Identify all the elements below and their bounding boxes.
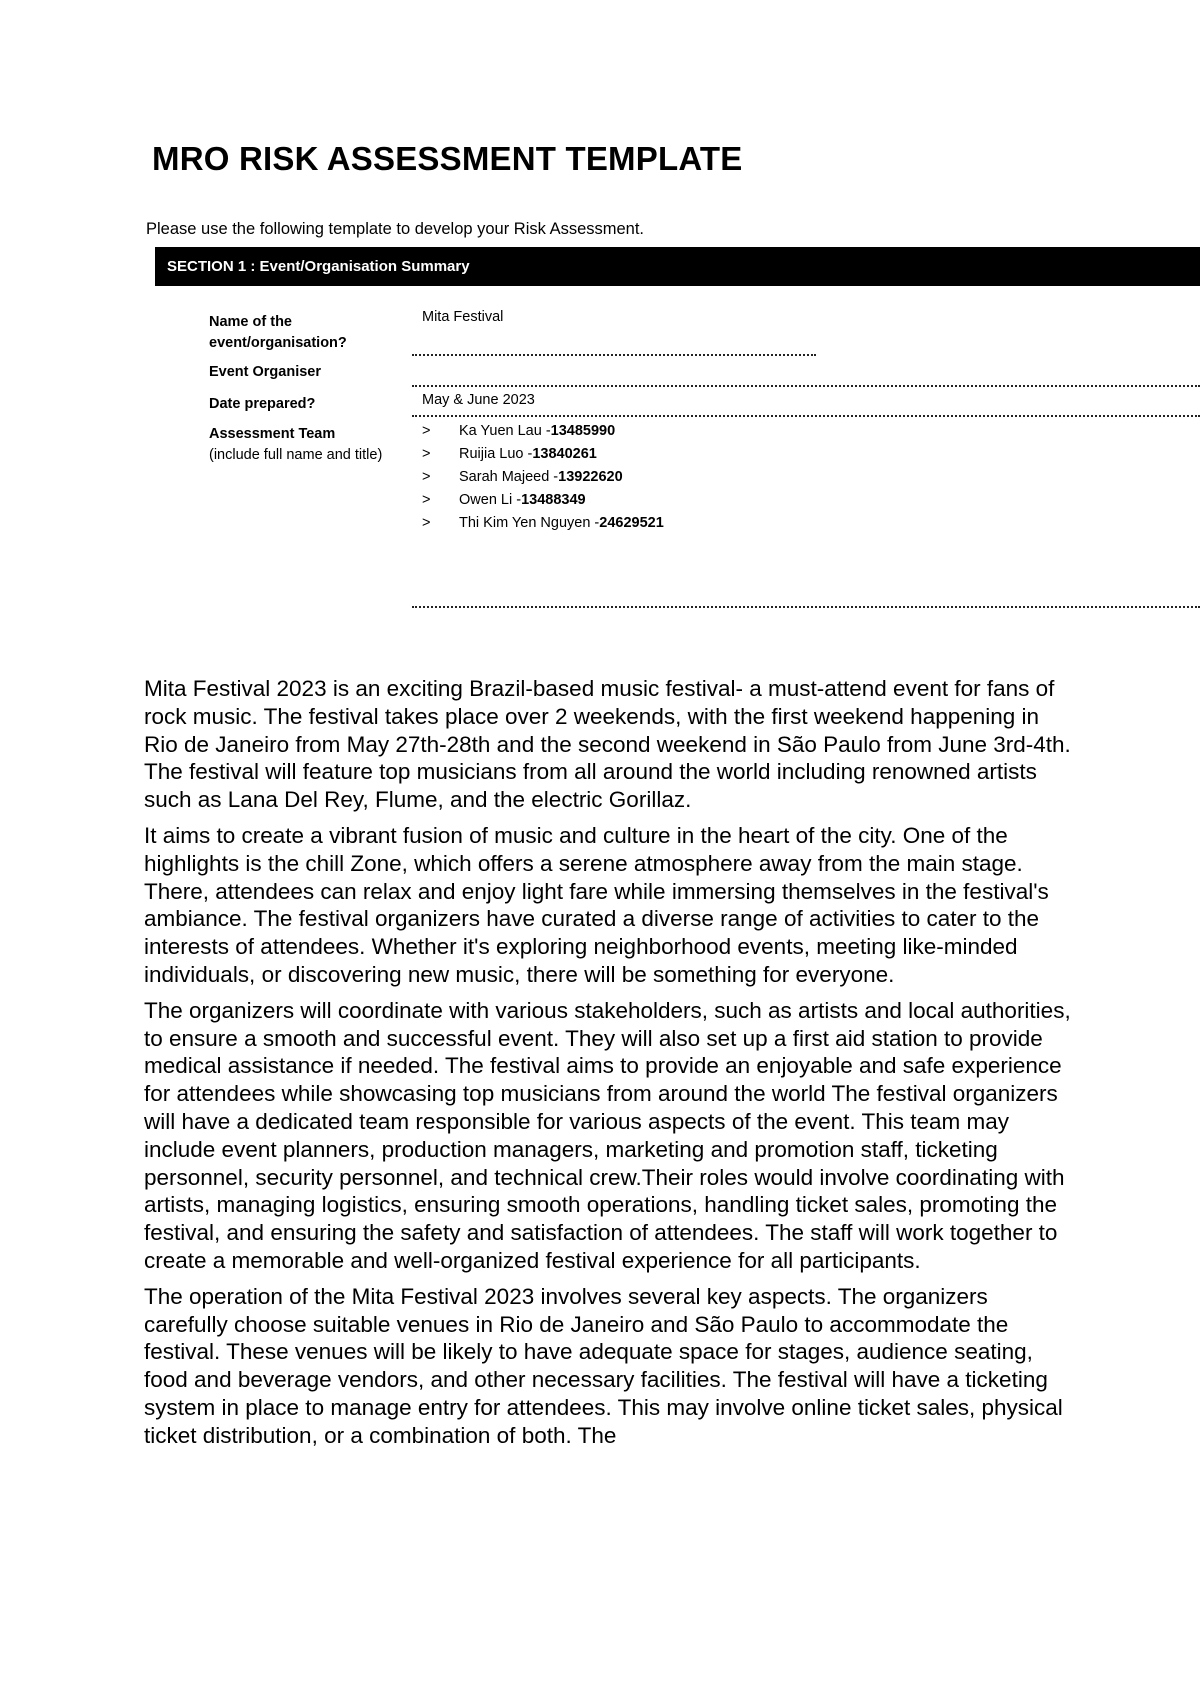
event-name-label-line1: Name of the bbox=[209, 314, 292, 330]
date-prepared-label: Date prepared? bbox=[209, 396, 316, 412]
assessment-team-underline bbox=[412, 606, 1200, 608]
description-paragraph: It aims to create a vibrant fusion of music and culture in the heart of the city. One of the highlights is the chill Zone, which offers a serene atmosphere away from the main stage. There, attendees can relax and enjoy light fare while immersing themselves in the festival's ambiance. The festival organizers have curated a diverse range of activities to cater to the interests of attendees. Whether it's exploring neighborhood events, meeting like-minded individuals, or discovering new music, there will be something for everyone. bbox=[144, 822, 1049, 987]
team-member: > Ruijia Luo - 13840261 bbox=[422, 446, 597, 462]
description-paragraph: The organizers will coordinate with various stakeholders, such as artists and local authorities, to ensure a smooth and successful event. They will also set up a first aid station to provide medical assistance if needed. The festival aims to provide an enjoyable and safe experience for attendees while showcasing top musicians from around the world The festival organizers will have a dedicated team responsible for various aspects of the event. This team may include event planners, production managers, marketing and promotion staff, ticketing personnel, security personnel, and technical crew.Their roles would involve coordinating with artists, managing logistics, ensuring smooth operations, handling ticket sales, promoting the festival, and ensuring the safety and satisfaction of attendees. The staff will work together to create a memorable and well-organized festival experience for all participants. bbox=[144, 997, 1071, 1273]
team-member: > Thi Kim Yen Nguyen - 24629521 bbox=[422, 515, 664, 531]
description-paragraph: The operation of the Mita Festival 2023 involves several key aspects. The organizers carefully choose suitable venues in Rio de Janeiro and São Paulo to accommodate the festival. These venues will be likely to have adequate space for stages, audience seating, food and beverage vendors, and other necessary facilities. The festival will have a ticketing system in place to manage entry for attendees. This may involve online ticket sales, physical ticket distribution, or a combination of both. The bbox=[144, 1283, 1063, 1448]
section-1-header bbox=[155, 247, 1200, 286]
date-prepared-underline bbox=[412, 415, 1200, 417]
event-name-underline bbox=[412, 354, 816, 356]
event-name-label-line2: event/organisation? bbox=[209, 335, 347, 351]
date-prepared-value: May & June 2023 bbox=[422, 392, 535, 408]
team-member: > Sarah Majeed - 13922620 bbox=[422, 469, 623, 485]
assessment-team-sublabel: (include full name and title) bbox=[209, 447, 383, 463]
page-title: MRO RISK ASSESSMENT TEMPLATE bbox=[152, 140, 743, 177]
event-organiser-label: Event Organiser bbox=[209, 364, 322, 380]
team-member: > Ka Yuen Lau - 13485990 bbox=[422, 423, 616, 439]
event-organiser-underline bbox=[412, 385, 1200, 387]
section-1-header-label: SECTION 1 : Event/Organisation Summary bbox=[167, 258, 470, 275]
team-member: > Owen Li - 13488349 bbox=[422, 492, 586, 508]
event-name-value: Mita Festival bbox=[422, 309, 504, 325]
assessment-team-label: Assessment Team bbox=[209, 426, 336, 442]
intro-text: Please use the following template to develop your Risk Assessment. bbox=[146, 220, 645, 238]
assessment-team-list bbox=[422, 420, 664, 535]
description-paragraph: Mita Festival 2023 is an exciting Brazil-based music festival- a must-attend event for fans of rock music. The festival takes place over 2 weekends, with the first weekend happening in Rio de Janeiro from May 27th-28th and the second weekend in São Paulo from June 3rd-4th. The festival will feature top musicians from all around the world including renowned artists such as Lana Del Rey, Flume, and the electric Gorillaz. bbox=[144, 676, 1071, 813]
event-description bbox=[144, 675, 1074, 1458]
